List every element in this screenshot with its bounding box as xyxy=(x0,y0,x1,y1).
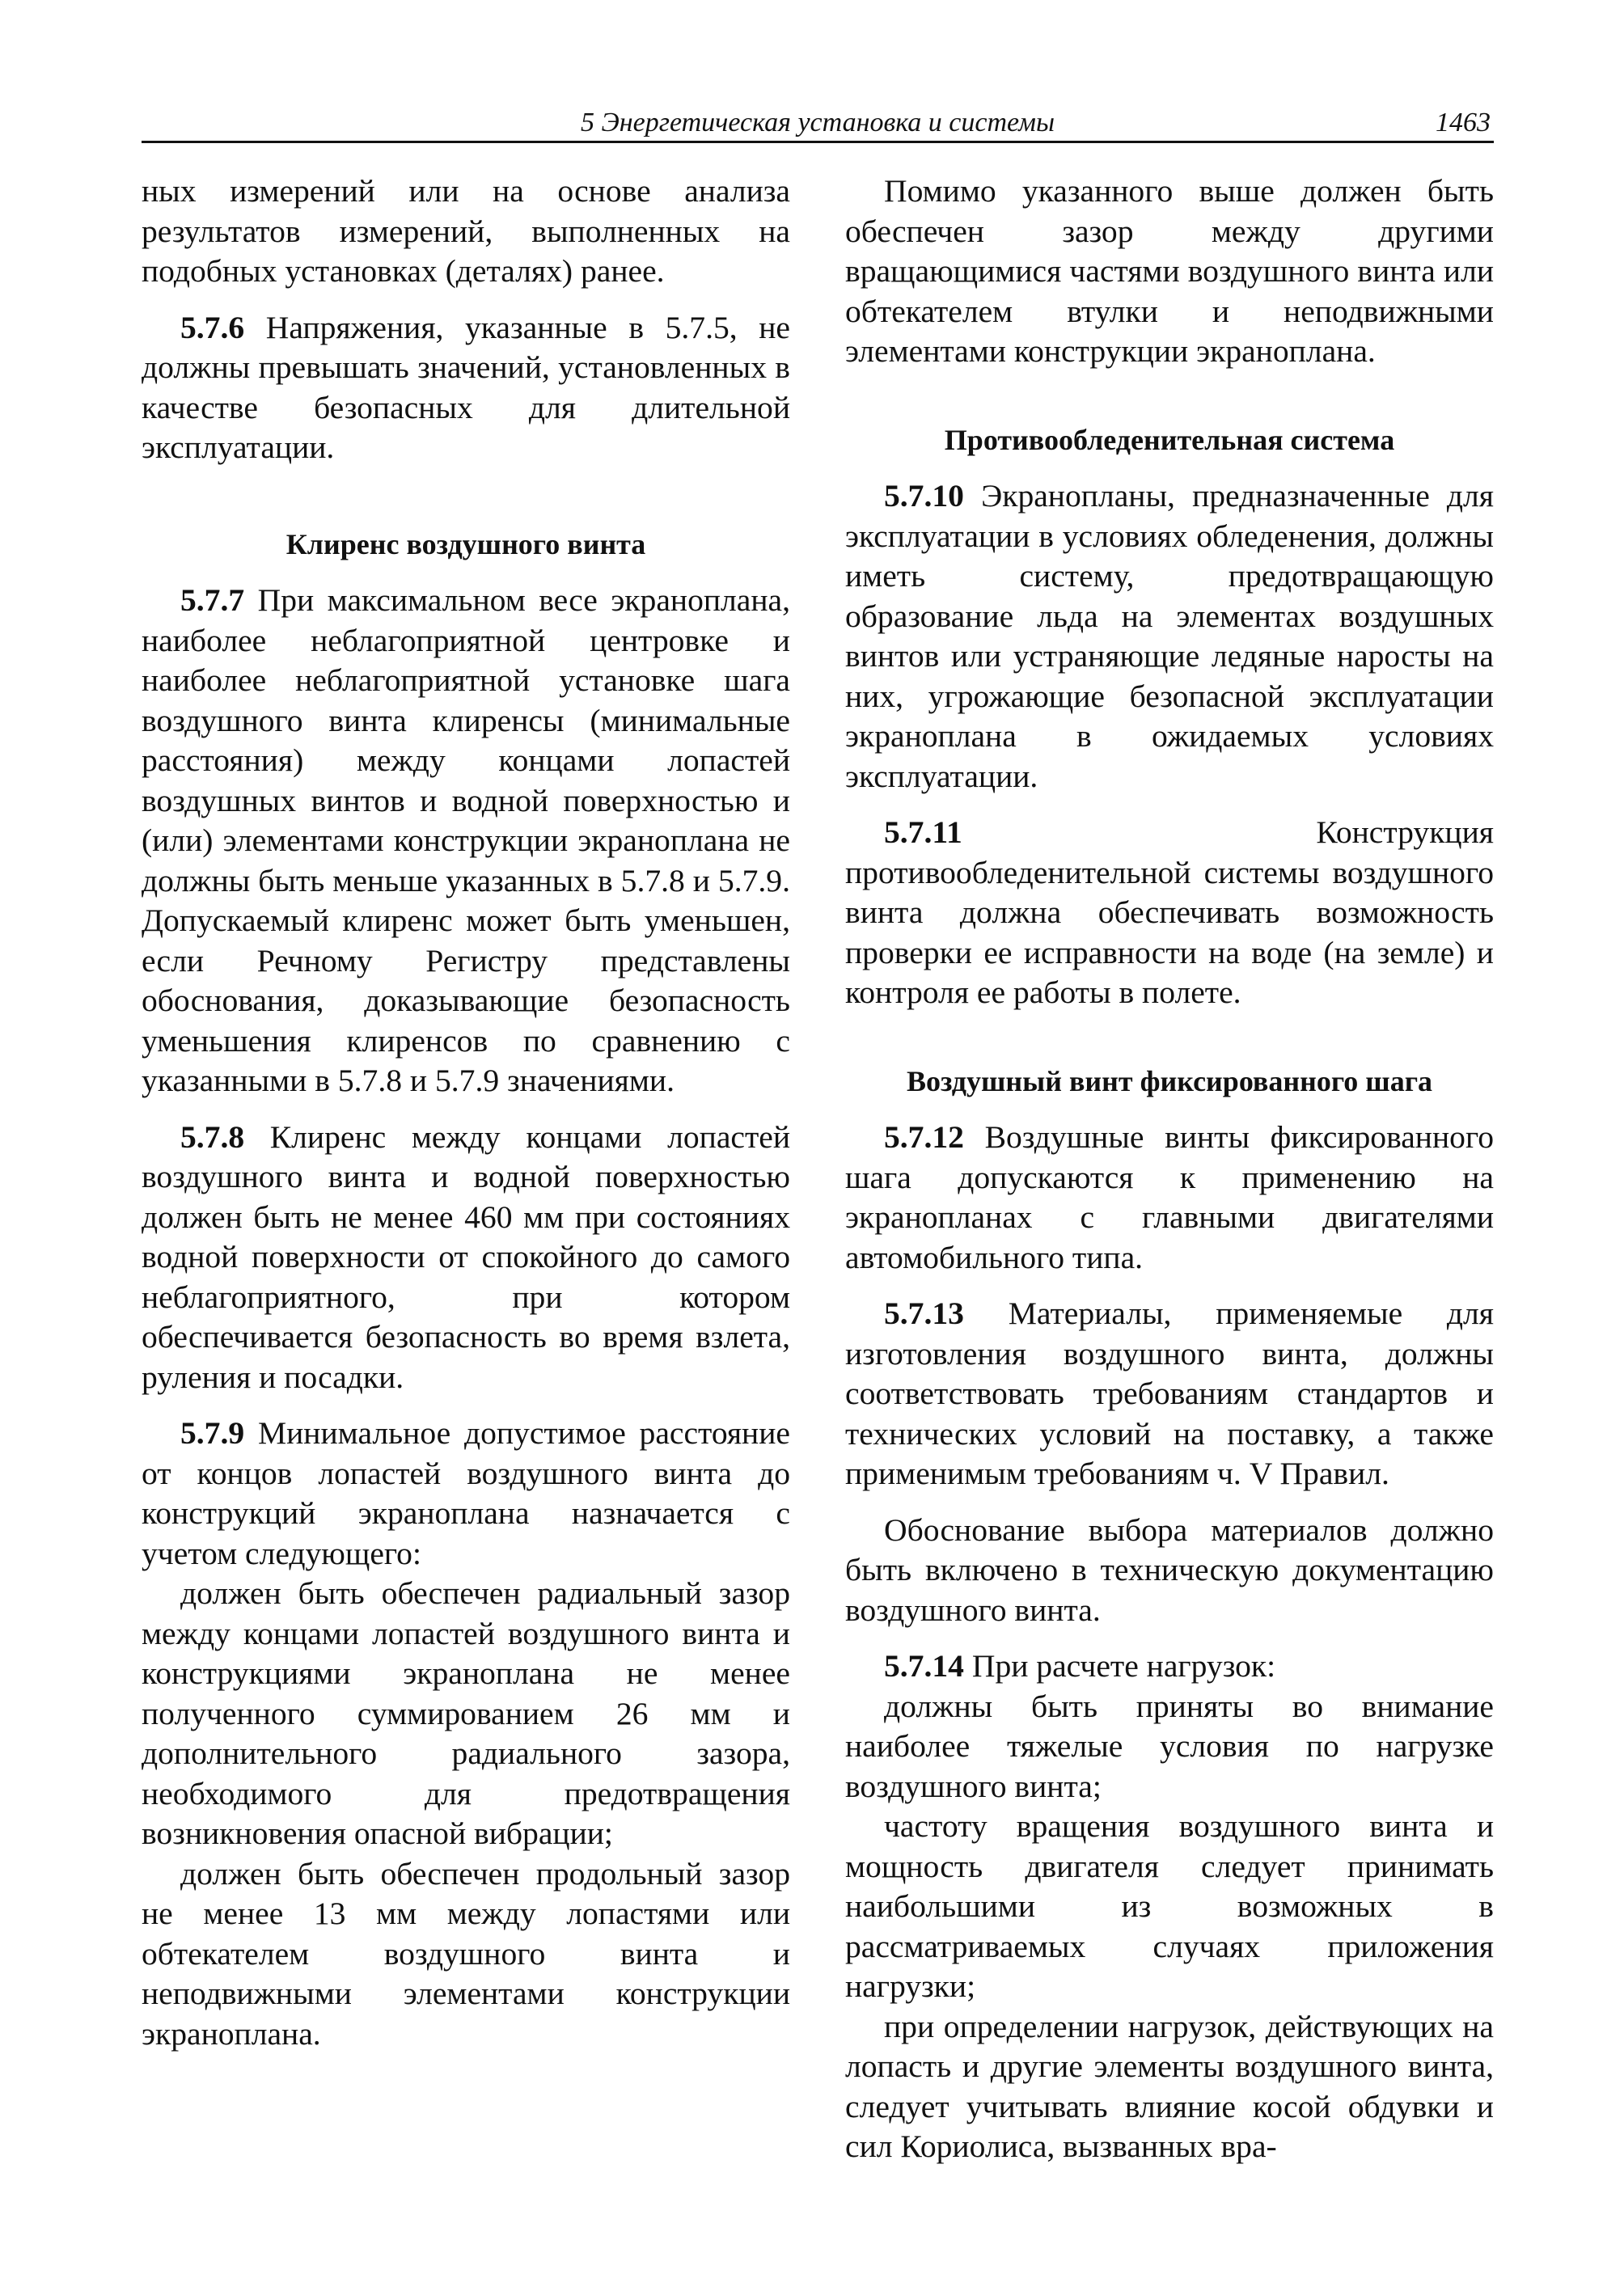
right-column xyxy=(845,171,1494,2167)
page-header xyxy=(142,104,1494,143)
paragraph-5-7-13 xyxy=(845,1294,1494,1494)
clause-number: 5.7.10 xyxy=(884,478,964,514)
clause-number: 5.7.13 xyxy=(884,1296,964,1331)
paragraph-5-7-11 xyxy=(845,813,1494,1013)
clause-text: Экранопланы, предназначенные для эксплуатации в условиях обледенения, должны иметь систему, предотвращающую образование льда на элементах воздушных винтов или устраняющие ледяные наросты на них, угрожающие безопасной эксплуатации экраноплана в ожидаемых условиях эксплуатации. xyxy=(845,478,1494,794)
clause-text: Минимальное допустимое расстояние от концов лопастей воздушного винта до конструкций экраноплана назначается с учетом следующего: xyxy=(142,1415,790,1571)
section-heading-anti-icing: Противообледенительная система xyxy=(944,423,1395,456)
paragraph-5-7-6 xyxy=(142,308,790,468)
clause-text: Напряжения, указанные в 5.7.5, не должны превышать значений, установленных в качестве безопасных для длительной эксплуатации. xyxy=(142,309,790,465)
left-column xyxy=(142,171,790,2054)
paragraph-5-7-8 xyxy=(142,1118,790,1398)
paragraph-5-7-14-coriolis: при определении нагрузок, действующих на лопасть и другие элементы воздушного винта, следует учитывать влияние косой обдувки и сил Кориолиса, вызванных вра- xyxy=(845,2008,1494,2164)
paragraph-5-7-9-radial: должен быть обеспечен радиальный зазор между концами лопастей воздушного винта и конструкциями экраноплана не менее полученного суммированием 26 мм и дополнительного радиального зазора, необходимого для предотвращения возникновения опасной вибрации; xyxy=(142,1575,790,1851)
clause-text: При расчете нагрузок: xyxy=(971,1648,1276,1684)
paragraph-5-7-7 xyxy=(142,581,790,1101)
paragraph-5-7-9 xyxy=(142,1414,790,1574)
clause-text: Материалы, применяемые для изготовления воздушного винта, должны соответствовать требованиям стандартов и технических условий на поставку, а также применимым требованиям ч. V Правил. xyxy=(845,1296,1494,1491)
paragraph-5-7-12 xyxy=(845,1118,1494,1278)
section-heading-clearance: Клиренс воздушного винта xyxy=(285,527,646,560)
paragraph-5-7-14-conditions: должны быть приняты во внимание наиболее тяжелые условия по нагрузке воздушного винта; xyxy=(845,1688,1494,1804)
clause-text: Клиренс между концами лопастей воздушного винта и водной поверхностью должен быть не менее 460 мм при состояниях водной поверхности от спокойного до самого неблагоприятного, при котором обеспечивается безопасность во время взлета, руления и посадки. xyxy=(142,1118,790,1395)
running-title: 5 Энергетическая установка и системы xyxy=(580,108,1055,137)
clause-number: 5.7.8 xyxy=(180,1118,245,1155)
clause-text: Воздушные винты фиксированного шага допускаются к применению на экранопланах с главными двигателями автомобильного типа. xyxy=(845,1119,1494,1275)
paragraph-5-7-9-longitudinal: должен быть обеспечен продольный зазор не менее 13 мм между лопастями или обтекателем воздушного винта и неподвижными элементами конструкции экраноплана. xyxy=(142,1855,790,2052)
paragraph-5-7-10 xyxy=(845,476,1494,797)
paragraph-5-7-14 xyxy=(845,1646,1494,1687)
page-number: 1463 xyxy=(1436,108,1491,137)
clause-text: Конструкция противообледенительной системы воздушного винта должна обеспечивать возможность проверки ее исправности на воде (на земле) и контроля ее работы в полете. xyxy=(845,814,1494,1010)
paragraph-5-7-13-materials: Обоснование выбора материалов должно быть включено в техническую документацию воздушного винта. xyxy=(845,1511,1494,1628)
clause-number: 5.7.11 xyxy=(884,814,962,850)
clause-number: 5.7.14 xyxy=(884,1648,964,1684)
clause-number: 5.7.9 xyxy=(180,1415,245,1451)
paragraph-5-7-14-rotation: частоту вращения воздушного винта и мощность двигателя следует принимать наибольшими из возможных в рассматриваемых случаях приложения нагрузки; xyxy=(845,1808,1494,2004)
clause-number: 5.7.6 xyxy=(180,309,245,345)
clause-number: 5.7.7 xyxy=(180,582,245,618)
paragraph-extra-clearance: Помимо указанного выше должен быть обеспечен зазор между другими вращающимися частями воздушного винта или обтекателем втулки и неподвижными элементами конструкции экраноплана. xyxy=(845,173,1494,369)
paragraph-continued: ных измерений или на основе анализа результатов измерений, выполненных на подобных установках (деталях) ранее. xyxy=(142,173,790,289)
clause-text: При максимальном весе экраноплана, наиболее неблагоприятной центровке и наиболее неблагоприятной установке шага воздушного винта клиренсы (минимальные расстояния) между концами лопастей воздушных винтов и водной поверхностью и (или) элементами конструкции экраноплана не должны быть меньше указанных в 5.7.8 и 5.7.9. Допускаемый клиренс может быть уменьшен, если Речному Регистру представлены обоснования, доказывающие безопасность уменьшения клиренсов по сравнению с указанными в 5.7.8 и 5.7.9 значениями. xyxy=(142,582,790,1098)
section-heading-fixed-pitch: Воздушный винт фиксированного шага xyxy=(906,1064,1433,1097)
clause-number: 5.7.12 xyxy=(884,1119,964,1155)
